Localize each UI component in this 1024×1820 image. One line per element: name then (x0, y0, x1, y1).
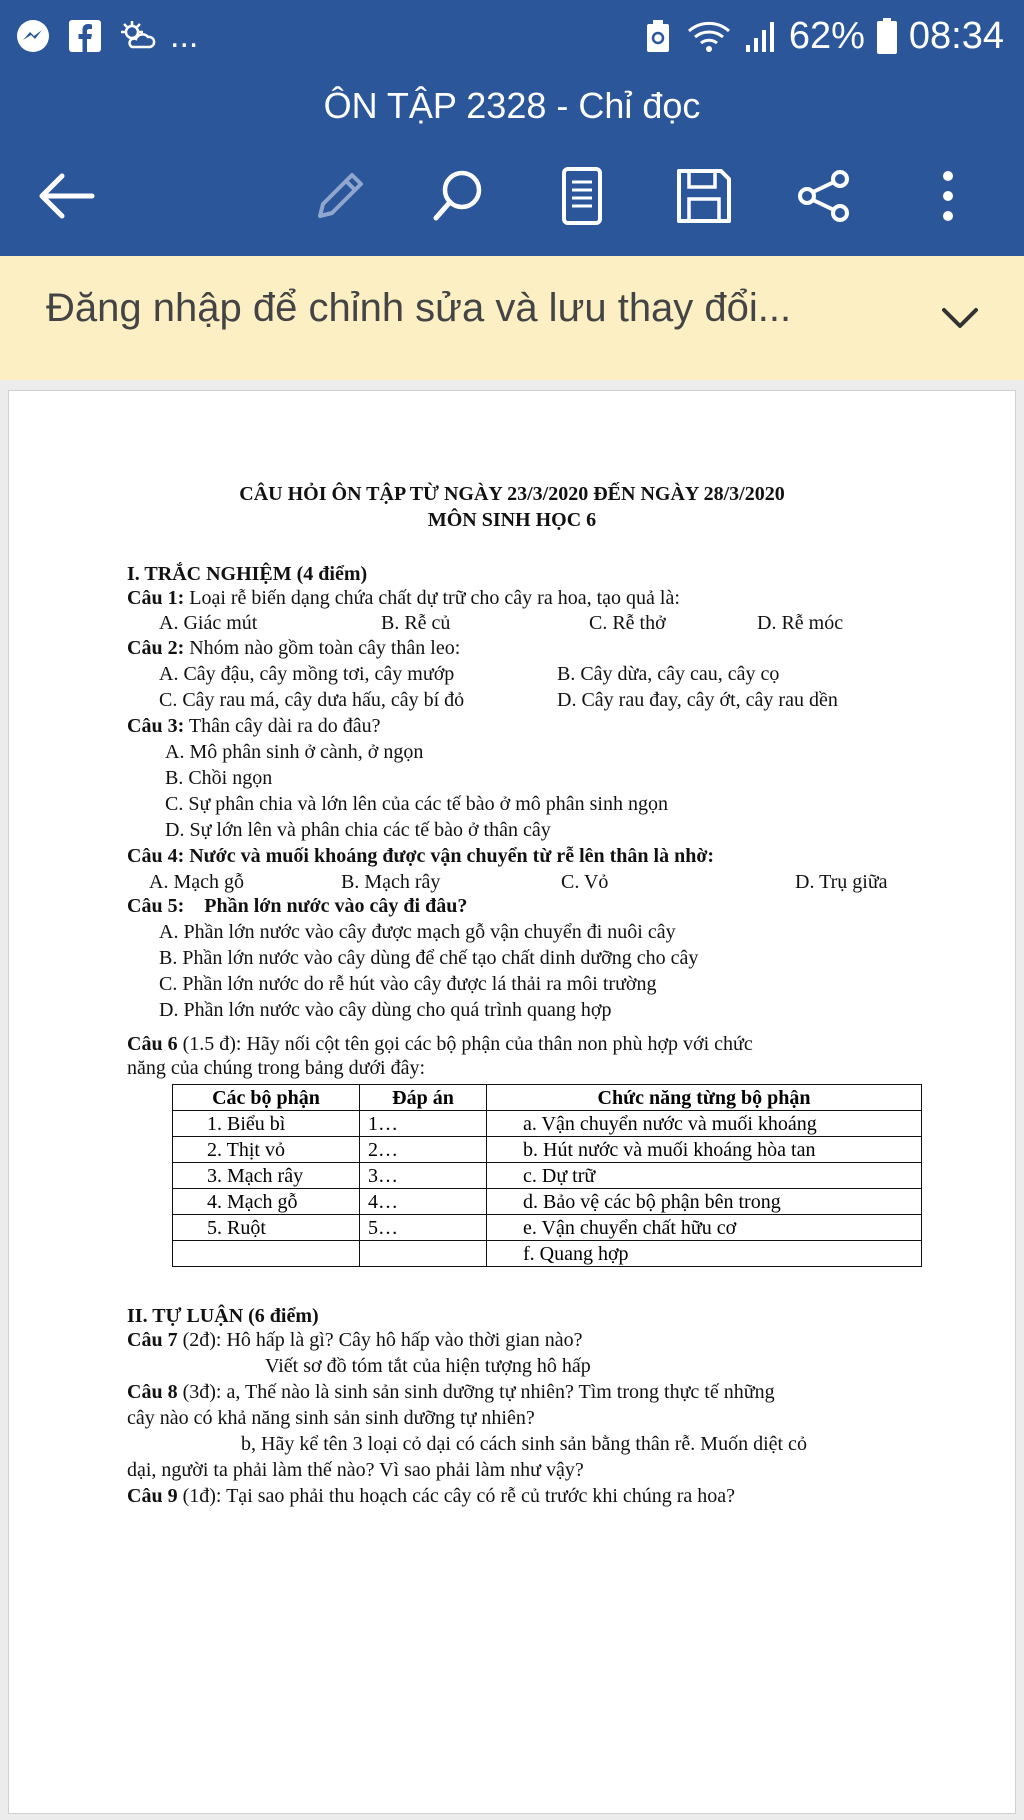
q3-option-a: A. Mô phân sinh ở cành, ở ngọn (165, 741, 424, 763)
doc-title: CÂU HỎI ÔN TẬP TỪ NGÀY 23/3/2020 ĐẾN NGÀY 28/3/2020 (239, 483, 785, 505)
table-cell: b. Hút nước và muối khoáng hòa tan (487, 1137, 922, 1163)
section-essay: II. TỰ LUẬN (6 điểm) (127, 1305, 319, 1327)
search-icon (428, 166, 488, 226)
expand-banner-button[interactable] (936, 294, 984, 342)
question-3: Câu 3: Thân cây dài ra do đâu? (127, 715, 381, 737)
table-header: Chức năng từng bộ phận (487, 1085, 922, 1111)
q5-option-c: C. Phần lớn nước do rễ hút vào cây được lá thải ra môi trường (159, 973, 657, 995)
reading-view-button[interactable] (546, 160, 618, 232)
save-button[interactable] (668, 160, 740, 232)
save-icon (675, 167, 733, 225)
mobile-view-icon (560, 166, 604, 226)
question-7-cont: Viết sơ đồ tóm tắt của hiện tượng hô hấp (265, 1355, 591, 1377)
search-button[interactable] (422, 160, 494, 232)
q4-option-b: B. Mạch rây (341, 871, 441, 893)
question-8-cont: cây nào có khả năng sinh sản sinh dưỡng tự nhiên? (127, 1407, 535, 1429)
table-header: Các bộ phận (173, 1085, 360, 1111)
q4-option-a: A. Mạch gỗ (149, 871, 244, 893)
table-cell (360, 1241, 487, 1267)
table-cell: 5… (360, 1215, 487, 1241)
question-1: Câu 1: Loại rễ biến dạng chứa chất dự trữ cho cây ra hoa, tạo quả là: (127, 587, 680, 609)
question-7: Câu 7 (2đ): Hô hấp là gì? Cây hô hấp vào thời gian nào? (127, 1329, 583, 1351)
table-row (173, 1111, 922, 1137)
more-notifications: ... (170, 16, 199, 55)
table-cell: f. Quang hợp (487, 1241, 922, 1267)
question-9: Câu 9 (1đ): Tại sao phải thu hoạch các cây có rễ củ trước khi chúng ra hoa? (127, 1485, 736, 1507)
doc-subtitle: MÔN SINH HỌC 6 (427, 509, 597, 531)
clock: 08:34 (908, 14, 1004, 57)
q5-option-a: A. Phần lớn nước vào cây được mạch gỗ vận chuyển đi nuôi cây (159, 921, 676, 943)
pencil-icon (310, 166, 370, 226)
question-4: Câu 4: Nước và muối khoáng được vận chuyển từ rễ lên thân là nhờ: (127, 845, 715, 867)
share-icon (795, 167, 853, 225)
table-cell: 5. Ruột (173, 1215, 360, 1241)
section-multiple-choice: I. TRẮC NGHIỆM (4 điểm) (127, 563, 368, 585)
battery-icon (875, 17, 899, 55)
q2-option-a: A. Cây đậu, cây mồng tơi, cây mướp (159, 663, 455, 685)
chevron-down-icon (936, 294, 984, 342)
table-cell: d. Bảo vệ các bộ phận bên trong (487, 1189, 922, 1215)
question-8: Câu 8 (3đ): a, Thế nào là sinh sản sinh dưỡng tự nhiên? Tìm trong thực tế những (127, 1381, 775, 1403)
weather-icon (118, 17, 156, 55)
q4-option-c: C. Vỏ (561, 871, 609, 893)
table-row (173, 1189, 922, 1215)
q1-option-b: B. Rễ củ (381, 612, 451, 634)
sign-in-banner[interactable] (0, 256, 1024, 380)
wifi-icon (687, 17, 731, 55)
more-options-button[interactable] (912, 160, 984, 232)
table-cell: 2. Thịt vỏ (173, 1137, 360, 1163)
question-8-b: b, Hãy kể tên 3 loại cỏ dại có cách sinh sản bằng thân rễ. Muốn diệt cỏ (241, 1433, 807, 1455)
table-cell: 3. Mạch rây (173, 1163, 360, 1189)
q5-option-b: B. Phần lớn nước vào cây dùng để chế tạo chất dinh dưỡng cho cây (159, 947, 699, 969)
facebook-icon (66, 17, 104, 55)
q2-option-d: D. Cây rau đay, cây ớt, cây rau dền (557, 689, 838, 711)
messenger-icon (14, 17, 52, 55)
document-page[interactable] (8, 390, 1016, 1814)
table-cell: 4… (360, 1189, 487, 1215)
q3-option-d: D. Sự lớn lên và phân chia các tế bào ở thân cây (165, 819, 551, 841)
table-cell: e. Vận chuyển chất hữu cơ (487, 1215, 922, 1241)
question-8-b-cont: dại, người ta phải làm thế nào? Vì sao phải làm như vậy? (127, 1459, 584, 1481)
table-header-row (173, 1085, 922, 1111)
q1-option-a: A. Giác mút (159, 612, 258, 634)
back-button[interactable] (30, 160, 102, 232)
table-cell (173, 1241, 360, 1267)
q2-option-b: B. Cây dừa, cây cau, cây cọ (557, 663, 780, 685)
table-cell: c. Dự trữ (487, 1163, 922, 1189)
question-5: Câu 5: Phần lớn nước vào cây đi đâu? (127, 895, 468, 917)
question-2: Câu 2: Nhóm nào gồm toàn cây thân leo: (127, 637, 461, 659)
status-bar (0, 0, 1024, 72)
table-row (173, 1241, 922, 1267)
signal-icon (741, 17, 779, 55)
more-vertical-icon (938, 166, 958, 226)
battery-percent: 62% (788, 14, 865, 57)
back-arrow-icon (36, 171, 96, 221)
table-row (173, 1137, 922, 1163)
q2-option-c: C. Cây rau má, cây dưa hấu, cây bí đỏ (159, 689, 465, 711)
table-cell: a. Vận chuyển nước và muối khoáng (487, 1111, 922, 1137)
sign-in-banner-text: Đăng nhập để chỉnh sửa và lưu thay đổi... (46, 286, 792, 330)
table-cell: 2… (360, 1137, 487, 1163)
table-cell: 4. Mạch gỗ (173, 1189, 360, 1215)
app-bar (0, 72, 1024, 256)
document-title: ÔN TẬP 2328 - Chỉ đọc (323, 85, 701, 126)
q3-option-c: C. Sự phân chia và lớn lên của các tế bào ở mô phân sinh ngọn (165, 793, 668, 815)
q5-option-d: D. Phần lớn nước vào cây dùng cho quá trình quang hợp (159, 999, 612, 1021)
data-saver-icon (639, 17, 677, 55)
q1-option-c: C. Rễ thở (589, 612, 666, 634)
table-cell: 1. Biểu bì (173, 1111, 360, 1137)
q4-option-d: D. Trụ giữa (795, 871, 888, 893)
share-button[interactable] (788, 160, 860, 232)
question-6: Câu 6 (1.5 đ): Hãy nối cột tên gọi các bộ phận của thân non phù hợp với chức (127, 1033, 753, 1055)
table-header: Đáp án (360, 1085, 487, 1111)
table-cell: 3… (360, 1163, 487, 1189)
matching-table (172, 1084, 922, 1267)
table-row (173, 1163, 922, 1189)
question-6-cont: năng của chúng trong bảng dưới đây: (127, 1057, 426, 1079)
table-cell: 1… (360, 1111, 487, 1137)
q3-option-b: B. Chồi ngọn (165, 767, 273, 789)
q1-option-d: D. Rễ móc (757, 612, 844, 634)
edit-button[interactable] (304, 160, 376, 232)
table-row (173, 1215, 922, 1241)
